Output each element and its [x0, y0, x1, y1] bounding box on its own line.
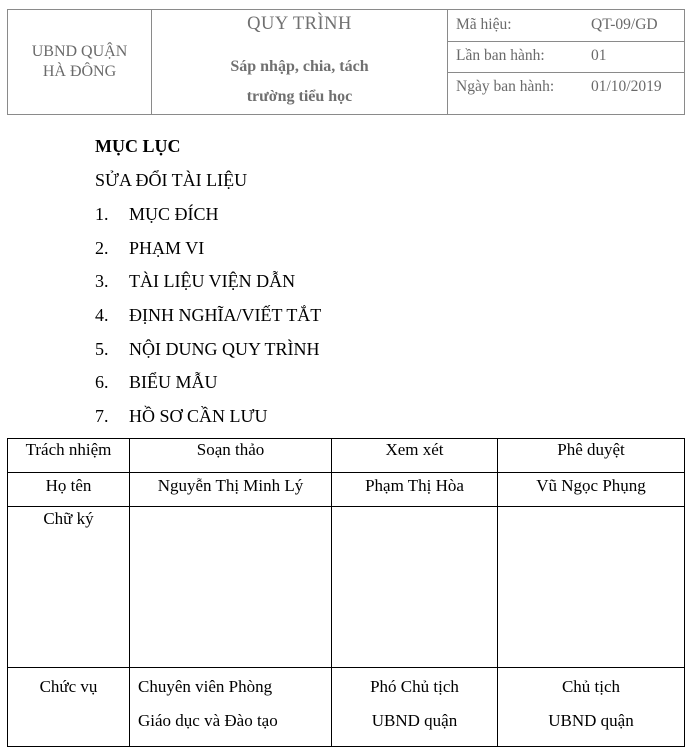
reviewer-signature-cell — [332, 507, 498, 668]
column-header-responsibility: Trách nhiệm — [8, 439, 130, 473]
meta-code-label: Mã hiệu: — [456, 16, 512, 33]
toc-item-number: 6. — [95, 372, 109, 392]
toc-item — [95, 406, 267, 427]
meta-date-label: Ngày ban hành: — [456, 78, 555, 95]
table-row-signatures — [8, 507, 685, 668]
toc-item-label: NỘI DUNG QUY TRÌNH — [129, 339, 320, 359]
table-header-row — [8, 439, 685, 473]
drafter-name: Nguyễn Thị Minh Lý — [130, 473, 332, 507]
toc-title: MỤC LỤC — [95, 136, 181, 156]
subtitle-line-1: Sáp nhập, chia, tách — [230, 58, 369, 75]
org-line-1: UBND QUẬN — [31, 43, 128, 60]
approver-position — [498, 668, 685, 747]
table-row-positions — [8, 668, 685, 747]
row-label-name: Họ tên — [8, 473, 130, 507]
toc-item-number: 7. — [95, 406, 109, 426]
row-label-signature: Chữ ký — [8, 507, 130, 668]
column-header-approved: Phê duyệt — [498, 439, 685, 473]
toc-item-number: 5. — [95, 339, 109, 359]
meta-date-value: 01/10/2019 — [591, 78, 662, 95]
drafter-signature-cell — [130, 507, 332, 668]
toc-item-label: TÀI LIỆU VIỆN DẪN — [129, 271, 296, 291]
reviewer-position — [332, 668, 498, 747]
procedure-subtitle — [152, 52, 447, 112]
toc-item — [95, 271, 295, 292]
organization-name — [8, 10, 151, 114]
toc-item-number: 1. — [95, 204, 109, 224]
toc-item — [95, 204, 219, 225]
org-line-2: HÀ ĐÔNG — [42, 63, 117, 80]
meta-code-value: QT-09/GD — [591, 16, 658, 33]
column-header-reviewed: Xem xét — [332, 439, 498, 473]
toc-item-number: 2. — [95, 238, 109, 258]
drafter-position-line-2: Giáo dục và Đào tạo — [138, 711, 278, 730]
document-header — [7, 9, 685, 115]
approver-name: Vũ Ngọc Phụng — [498, 473, 685, 507]
drafter-position — [130, 668, 332, 747]
toc-item-label: HỒ SƠ CẦN LƯU — [129, 406, 268, 426]
meta-code-row — [448, 10, 684, 41]
toc-item-number: 4. — [95, 305, 109, 325]
drafter-position-line-1: Chuyên viên Phòng — [138, 677, 273, 696]
toc-item-label: PHẠM VI — [129, 238, 205, 258]
toc-item-number: 3. — [95, 271, 109, 291]
reviewer-position-line-2: UBND quận — [371, 711, 458, 730]
toc-item — [95, 238, 204, 259]
row-label-position: Chức vụ — [8, 668, 130, 747]
toc-item-label: MỤC ĐÍCH — [129, 204, 219, 224]
approver-position-line-2: UBND quận — [548, 711, 634, 730]
toc-revision: SỬA ĐỔI TÀI LIỆU — [95, 170, 248, 190]
procedure-title: QUY TRÌNH — [247, 14, 352, 34]
approver-signature-cell — [498, 507, 685, 668]
meta-issue-label: Lần ban hành: — [456, 47, 545, 64]
column-header-drafted: Soạn thảo — [130, 439, 332, 473]
meta-date-row — [448, 72, 684, 103]
approval-table — [7, 438, 685, 747]
toc-item — [95, 339, 320, 360]
reviewer-name: Phạm Thị Hòa — [332, 473, 498, 507]
subtitle-line-2: trường tiểu học — [246, 88, 353, 105]
meta-issue-row — [448, 41, 684, 72]
toc-item-label: BIỂU MẪU — [129, 372, 218, 392]
reviewer-position-line-1: Phó Chủ tịch — [370, 677, 459, 696]
meta-issue-value: 01 — [591, 47, 607, 64]
approver-position-line-1: Chủ tịch — [561, 677, 621, 696]
toc-item — [95, 305, 321, 326]
table-row-names — [8, 473, 685, 507]
toc-item-label: ĐỊNH NGHĨA/VIẾT TẮT — [129, 305, 322, 325]
toc-item — [95, 372, 218, 393]
